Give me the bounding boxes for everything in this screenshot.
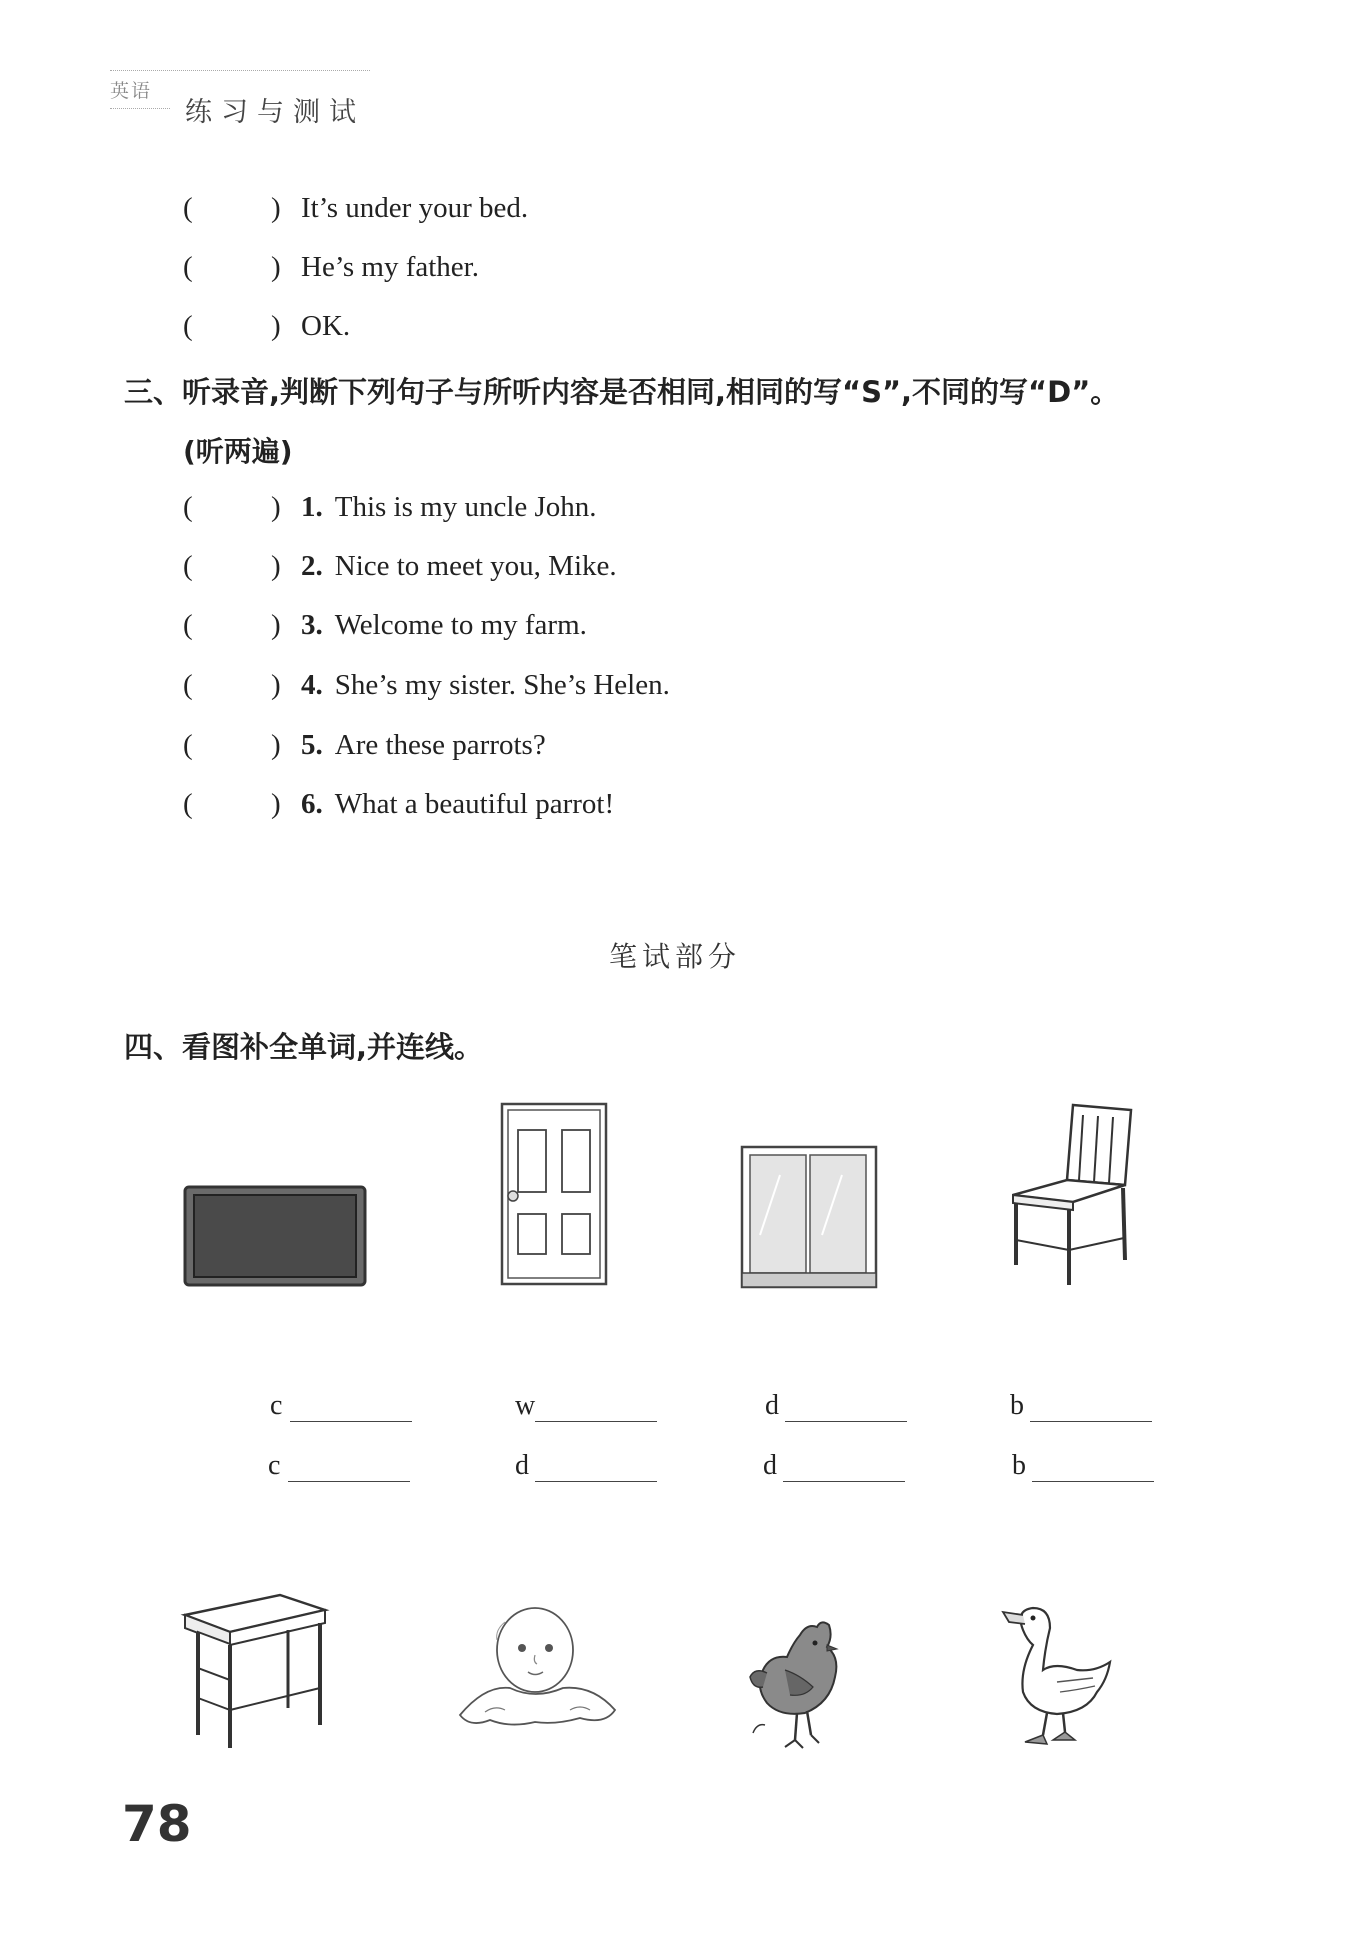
word-blank[interactable] [1010,1390,1152,1422]
door-picture[interactable] [500,1102,610,1287]
written-part-heading: 笔试部分 [608,940,741,973]
desk-picture[interactable] [180,1590,330,1750]
answer-row [183,188,528,228]
chair-picture[interactable] [1003,1100,1143,1290]
word-blank[interactable] [268,1450,410,1482]
word-first-letter: d [763,1450,777,1481]
answer-paren-close: ) [271,191,281,224]
item-text: Welcome to my farm. [334,608,587,641]
item-number: 2. [301,549,323,582]
answer-paren-open[interactable]: ( [183,490,193,523]
blank-line[interactable] [1030,1393,1152,1422]
answer-paren-open[interactable]: ( [183,309,193,342]
answer-paren-open[interactable]: ( [183,608,193,641]
answer-paren-open[interactable]: ( [183,250,193,283]
answer-paren-close: ) [271,490,281,523]
header-rule [110,70,370,71]
answer-paren-open[interactable]: ( [183,787,193,820]
word-first-letter: d [515,1450,529,1481]
answer-paren-close: ) [271,787,281,820]
answer-paren-open[interactable]: ( [183,668,193,701]
item-text: This is my uncle John. [334,490,597,523]
word-blank[interactable] [515,1390,657,1422]
header-rule [110,108,170,109]
answer-row [183,247,479,287]
word-blank[interactable] [1012,1450,1154,1482]
answer-row [183,306,350,346]
answer-row [183,546,617,586]
word-first-letter: b [1010,1390,1024,1421]
duck-picture[interactable] [995,1600,1115,1760]
word-blank[interactable] [515,1450,657,1482]
blank-line[interactable] [1032,1453,1154,1482]
word-first-letter: c [268,1450,281,1481]
answer-paren-close: ) [271,549,281,582]
answer-paren-close: ) [271,668,281,701]
word-blank[interactable] [763,1450,905,1482]
answer-paren-open[interactable]: ( [183,549,193,582]
item-text: OK. [301,309,351,342]
item-text: It’s under your bed. [301,191,529,224]
header-title: 练习与测试 [185,97,365,128]
answer-paren-close: ) [271,728,281,761]
section4-title: 四、看图补全单词,并连线。 [124,1030,484,1064]
item-number: 4. [301,668,323,701]
blank-line[interactable] [290,1393,412,1422]
blank-line[interactable] [783,1453,905,1482]
item-number: 5. [301,728,323,761]
answer-row [183,784,614,824]
item-text: He’s my father. [301,250,479,283]
item-number: 1. [301,490,323,523]
section3-title: 三、听录音,判断下列句子与所听内容是否相同,相同的写“S”,不同的写“D”。 [124,375,1120,409]
answer-paren-open[interactable]: ( [183,191,193,224]
word-first-letter: w [515,1390,536,1421]
answer-row [183,665,670,705]
window-picture[interactable] [740,1145,880,1290]
item-text: Are these parrots? [334,728,546,761]
page-number: 78 [122,1795,192,1853]
word-first-letter: c [270,1390,283,1421]
word-first-letter: d [765,1390,779,1421]
word-first-letter: b [1012,1450,1026,1481]
blank-line[interactable] [288,1453,410,1482]
section3-subtitle: (听两遍) [183,435,293,468]
answer-paren-close: ) [271,309,281,342]
answer-row [183,487,597,527]
answer-paren-open[interactable]: ( [183,728,193,761]
item-text: Nice to meet you, Mike. [334,549,617,582]
word-blank[interactable] [765,1390,907,1422]
blank-line[interactable] [535,1453,657,1482]
item-text: She’s my sister. She’s Helen. [334,668,670,701]
item-text: What a beautiful parrot! [334,787,615,820]
item-number: 6. [301,787,323,820]
header-subject: 英语 [110,80,153,102]
baby-picture[interactable] [455,1600,620,1750]
blank-line[interactable] [535,1393,657,1422]
item-number: 3. [301,608,323,641]
answer-paren-close: ) [271,250,281,283]
answer-row [183,605,587,645]
hen-picture[interactable] [745,1615,860,1755]
blank-line[interactable] [785,1393,907,1422]
answer-paren-close: ) [271,608,281,641]
answer-row [183,725,546,765]
word-blank[interactable] [270,1390,412,1422]
blackboard-picture[interactable] [183,1185,369,1289]
